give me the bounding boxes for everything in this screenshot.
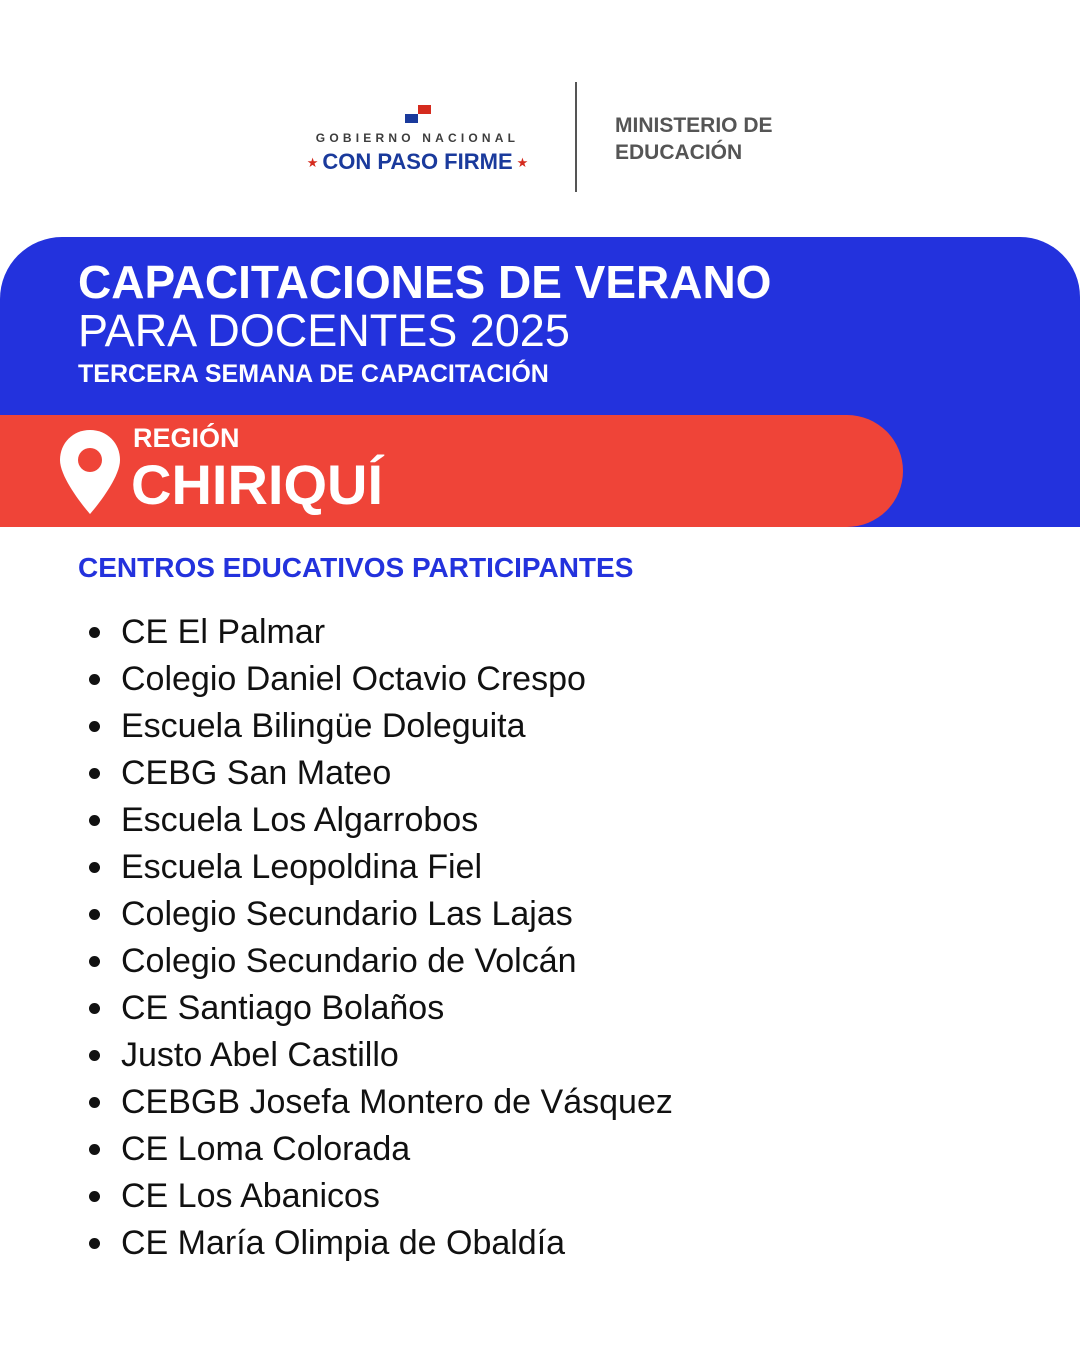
list-item [86, 656, 673, 703]
banner-subtitle: TERCERA SEMANA DE CAPACITACIÓN [78, 360, 549, 388]
school-name: Colegio Secundario Las Lajas [121, 895, 573, 933]
list-item [86, 1173, 673, 1220]
list-item [86, 844, 673, 891]
school-name: CEBGB Josefa Montero de Vásquez [121, 1083, 673, 1121]
list-item [86, 1079, 673, 1126]
gov-logo-line2-wrapper [290, 149, 545, 175]
location-pin-icon [58, 428, 122, 516]
bullet-icon [89, 956, 100, 967]
gov-logo-line1: GOBIERNO NACIONAL [315, 131, 520, 145]
list-item [86, 891, 673, 938]
bullet-icon [89, 1238, 100, 1249]
list-item [86, 1126, 673, 1173]
list-item [86, 797, 673, 844]
bullet-icon [89, 815, 100, 826]
list-item [86, 703, 673, 750]
logo-divider [575, 82, 577, 192]
school-name: CE Santiago Bolaños [121, 989, 445, 1027]
school-name: Colegio Secundario de Volcán [121, 942, 577, 980]
bullet-icon [89, 862, 100, 873]
bullet-icon [89, 1003, 100, 1014]
school-list [86, 609, 673, 1267]
school-name: Escuela Bilingüe Doleguita [121, 707, 526, 745]
gov-logo-line2: CON PASO FIRME [322, 149, 513, 174]
bullet-icon [89, 1097, 100, 1108]
star-icon: ★ [516, 155, 529, 171]
bullet-icon [89, 1191, 100, 1202]
school-name: CE María Olimpia de Obaldía [121, 1224, 566, 1262]
list-item [86, 938, 673, 985]
ministry-line1: MINISTERIO DE [615, 114, 773, 137]
bullet-icon [89, 1144, 100, 1155]
section-heading: CENTROS EDUCATIVOS PARTICIPANTES [78, 552, 634, 583]
bullet-icon [89, 674, 100, 685]
school-name: CE El Palmar [121, 613, 326, 651]
list-item [86, 1032, 673, 1079]
list-item [86, 609, 673, 656]
school-name: CE Loma Colorada [121, 1130, 411, 1168]
list-item [86, 1220, 673, 1267]
ministry-logo [615, 112, 773, 166]
school-name: Colegio Daniel Octavio Crespo [121, 660, 586, 698]
star-icon: ★ [306, 155, 319, 171]
school-name: Justo Abel Castillo [121, 1036, 399, 1074]
bullet-icon [89, 627, 100, 638]
ministry-line2: EDUCACIÓN [615, 141, 743, 164]
school-name: CEBG San Mateo [121, 754, 392, 792]
school-name: Escuela Los Algarrobos [121, 801, 479, 839]
region-name: CHIRIQUÍ [131, 453, 383, 516]
banner-title-line2: PARA DOCENTES 2025 [78, 305, 570, 356]
bullet-icon [89, 909, 100, 920]
school-name: Escuela Leopoldina Fiel [121, 848, 483, 886]
banner-title-line1: CAPACITACIONES DE VERANO [78, 256, 772, 308]
gov-logo [290, 105, 545, 175]
list-item [86, 750, 673, 797]
region-label: REGIÓN [133, 423, 240, 453]
bullet-icon [89, 1050, 100, 1061]
panama-flag-icon [405, 105, 431, 123]
school-name: CE Los Abanicos [121, 1177, 380, 1215]
list-item [86, 985, 673, 1032]
bullet-icon [89, 721, 100, 732]
bullet-icon [89, 768, 100, 779]
